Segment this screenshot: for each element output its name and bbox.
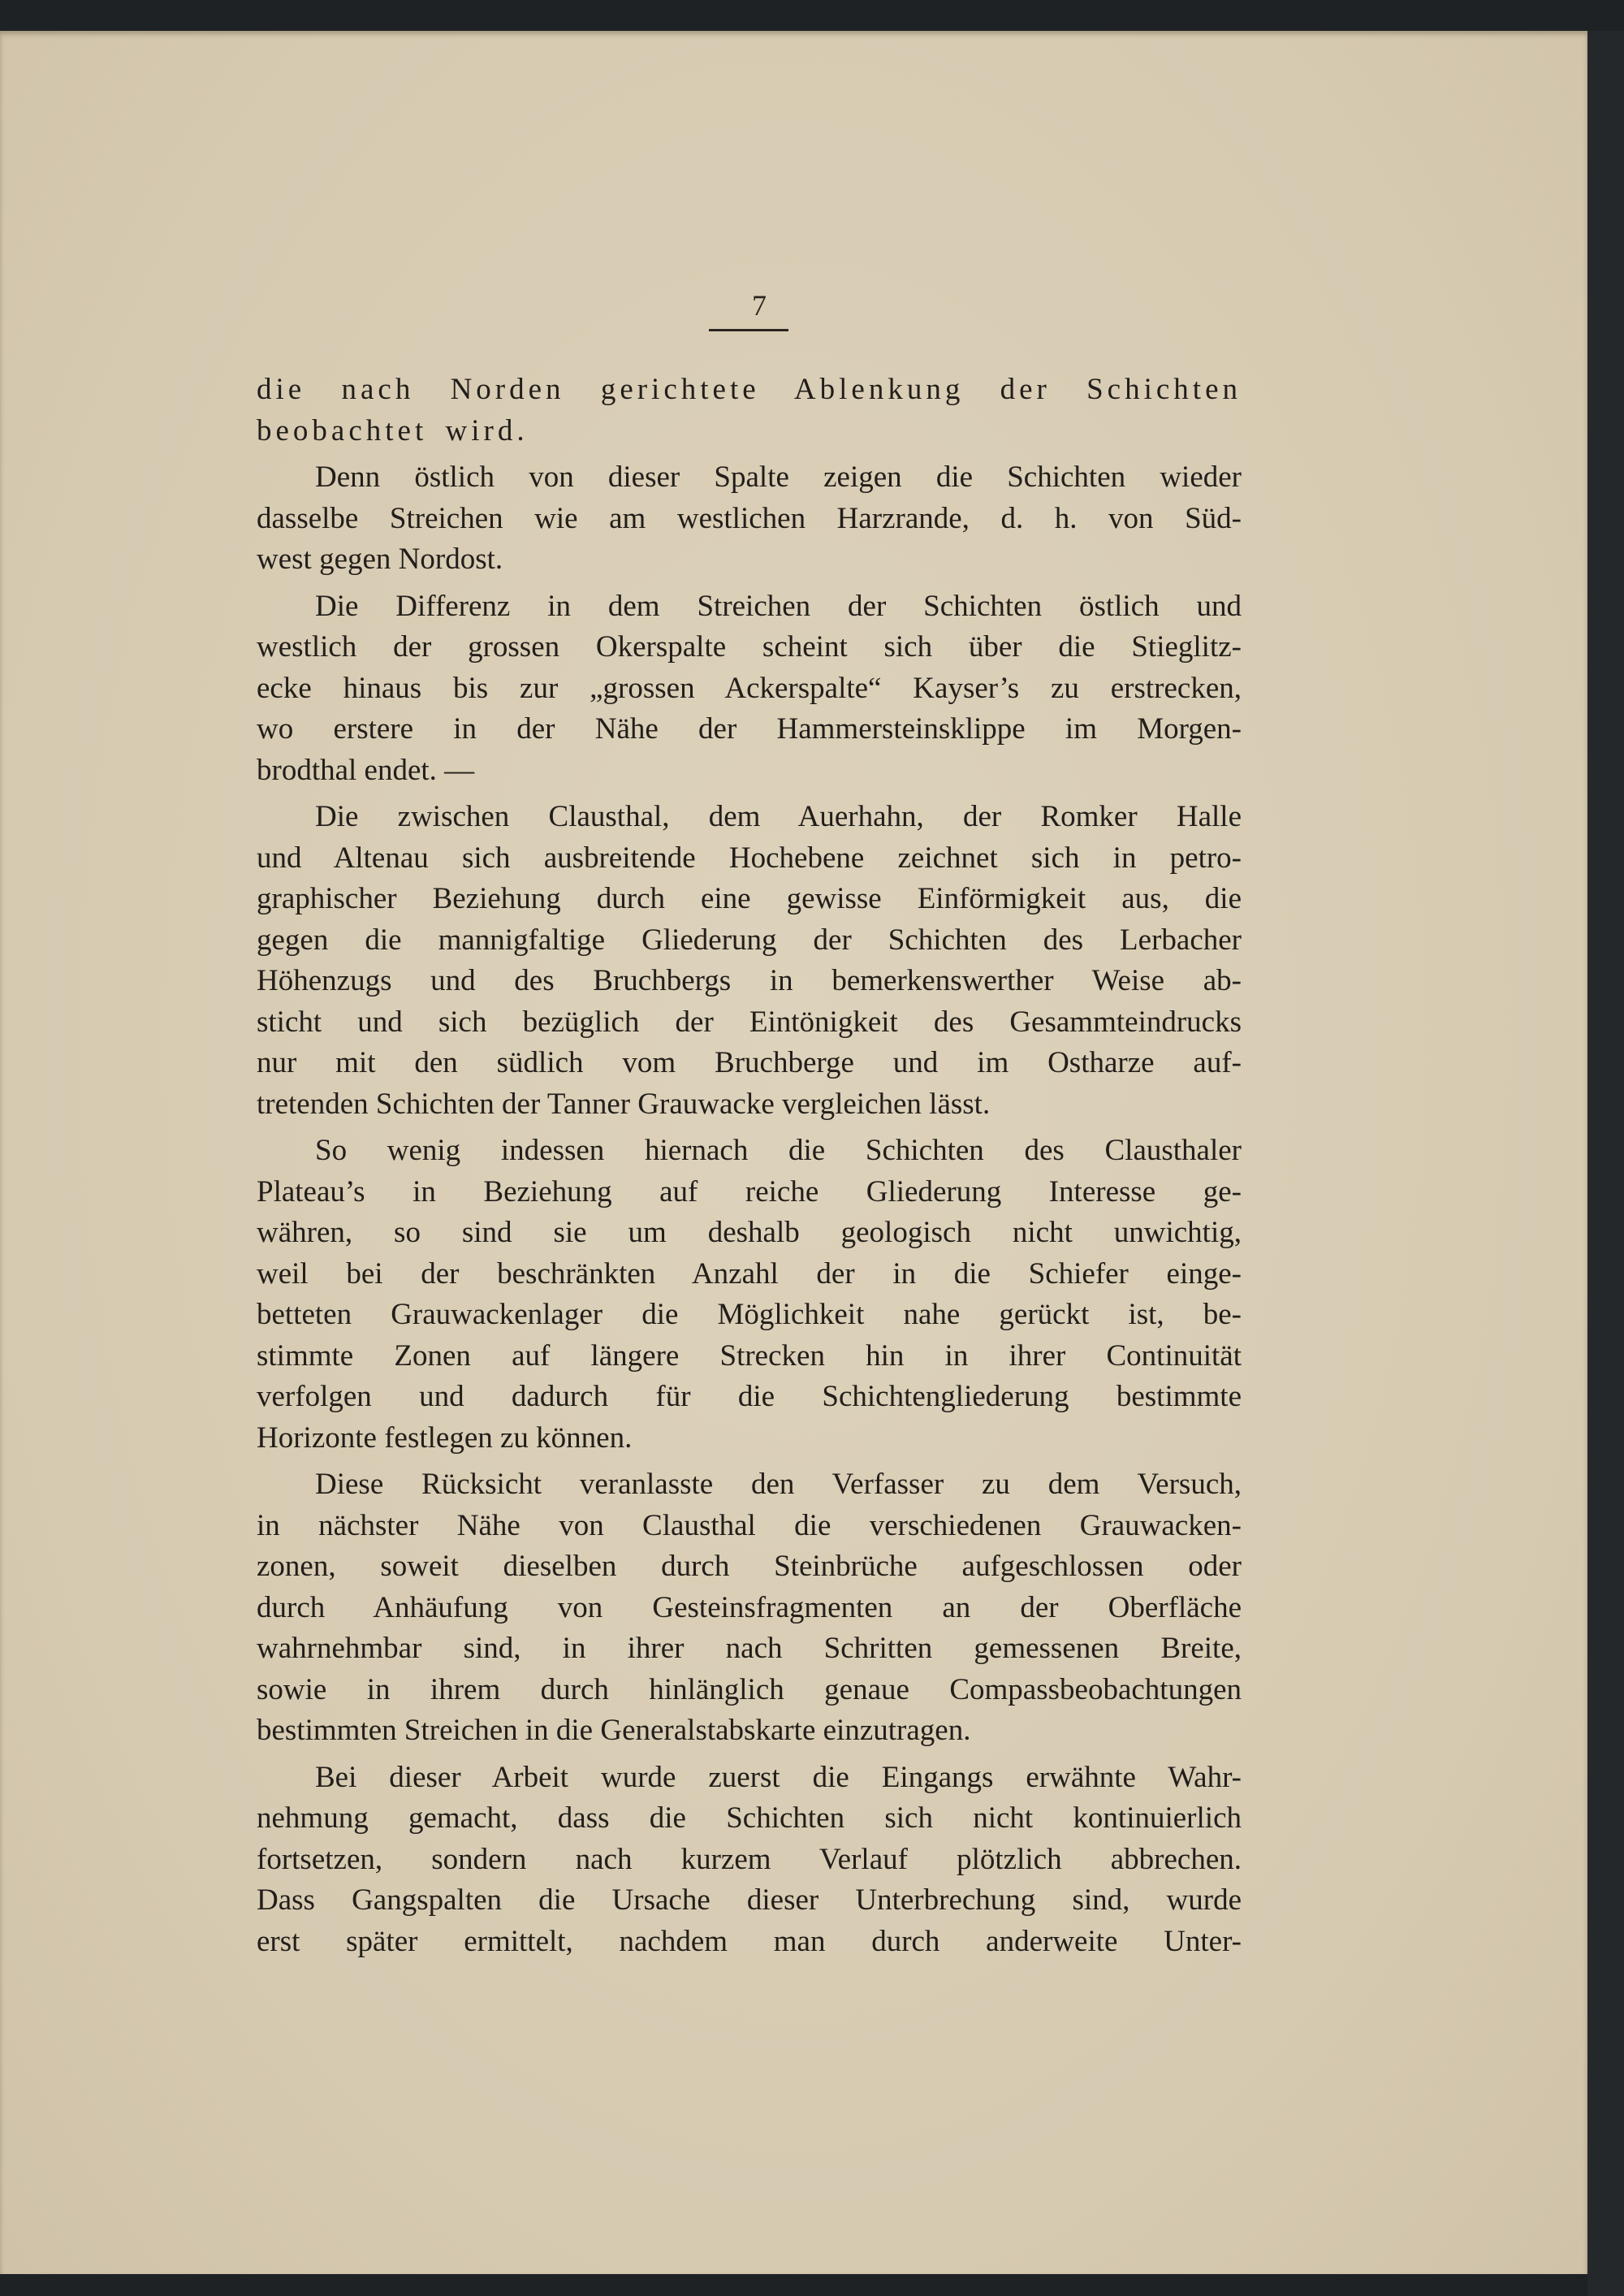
text-line: Höhenzugs und des Bruchbergs in bemerkenswerther Weise ab- xyxy=(257,964,1242,997)
text-line: verfolgen und dadurch für die Schichtengliederung bestimmte xyxy=(257,1380,1242,1413)
page-number-rule xyxy=(709,329,788,331)
text-line: Horizonte festlegen zu können. xyxy=(257,1420,633,1455)
text-line: weil bei der beschränkten Anzahl der in die Schiefer einge- xyxy=(257,1256,1242,1291)
text-line: stimmte Zonen auf längere Strecken hin in ihrer Continuität xyxy=(257,1338,1242,1373)
text-line: beobachtet wird. xyxy=(257,413,529,448)
text-line: nur mit den südlich vom Bruchberge und im Ostharze auf- xyxy=(257,1046,1242,1079)
paragraph xyxy=(257,457,1242,581)
paragraph xyxy=(257,1464,1242,1752)
text-line: durch Anhäufung von Gesteinsfragmenten an der Oberfläche xyxy=(257,1590,1242,1624)
text-line: nehmung gemacht, dass die Schichten sich nicht kontinuierlich xyxy=(257,1801,1242,1835)
paragraph xyxy=(257,586,1242,792)
text-line: west gegen Nordost. xyxy=(257,543,503,576)
text-line: Denn östlich von dieser Spalte zeigen die Schichten wieder xyxy=(315,460,1242,494)
text-line: Diese Rücksicht veranlasste den Verfasser zu dem Versuch, xyxy=(315,1468,1242,1501)
text-line: Plateau’s in Beziehung auf reiche Gliederung Interesse ge- xyxy=(257,1174,1242,1209)
text-line: erst später ermittelt, nachdem man durch anderweite Unter- xyxy=(257,1924,1242,1958)
text-line: bestimmten Streichen in die Generalstabskarte einzutragen. xyxy=(257,1714,971,1747)
text-line: So wenig indessen hiernach die Schichten des Clausthaler xyxy=(315,1134,1242,1167)
text-line: gegen die mannigfaltige Gliederung der Schichten des Lerbacher xyxy=(257,923,1242,957)
text-line: fortsetzen, sondern nach kurzem Verlauf plötzlich abbrechen. xyxy=(257,1842,1242,1876)
text-line: brodthal endet. — xyxy=(257,753,475,787)
text-line: Bei dieser Arbeit wurde zuerst die Eingangs erwähnte Wahr- xyxy=(315,1760,1242,1794)
text-line: Dass Gangspalten die Ursache dieser Unterbrechung sind, wurde xyxy=(257,1883,1242,1917)
text-line: ecke hinaus bis zur „grossen Ackerspalte“ Kayser’s zu erstrecken, xyxy=(257,671,1242,705)
text-line: wo erstere in der Nähe der Hammersteinsklippe im Morgen- xyxy=(257,712,1242,746)
text-line: westlich der grossen Okerspalte scheint sich über die Stieglitz- xyxy=(257,630,1242,664)
page-number: 7 xyxy=(752,289,767,322)
paragraph xyxy=(257,797,1242,1125)
text-line: zonen, soweit dieselben durch Steinbrüche aufgeschlossen oder xyxy=(257,1550,1242,1583)
text-line: in nächster Nähe von Clausthal die verschiedenen Grauwacken- xyxy=(257,1508,1242,1542)
text-line: dasselbe Streichen wie am westlichen Harzrande, d. h. von Süd- xyxy=(257,501,1242,535)
book-cover-edge xyxy=(1587,31,1624,2296)
text-line: die nach Norden gerichtete Ablenkung der Schichten xyxy=(257,373,1242,406)
text-line: Die Differenz in dem Streichen der Schichten östlich und xyxy=(315,589,1242,623)
text-line: Die zwischen Clausthal, dem Auerhahn, der Romker Halle xyxy=(315,800,1242,833)
body-text xyxy=(257,370,1242,1968)
text-line: betteten Grauwackenlager die Möglichkeit nahe gerückt ist, be- xyxy=(257,1298,1242,1331)
text-line: währen, so sind sie um deshalb geologisch nicht unwichtig, xyxy=(257,1216,1242,1249)
text-line: graphischer Beziehung durch eine gewisse Einförmigkeit aus, die xyxy=(257,882,1242,915)
text-line: sticht und sich bezüglich der Eintönigkeit des Gesammteindrucks xyxy=(257,1005,1242,1039)
text-line: wahrnehmbar sind, in ihrer nach Schritten gemessenen Breite, xyxy=(257,1632,1242,1665)
text-line: und Altenau sich ausbreitende Hochebene zeichnet sich in petro- xyxy=(257,841,1242,875)
paragraph xyxy=(257,370,1242,452)
text-line: sowie in ihrem durch hinlänglich genaue Compassbeobachtungen xyxy=(257,1672,1242,1706)
paragraph xyxy=(257,1131,1242,1459)
paragraph xyxy=(257,1758,1242,1963)
text-line: tretenden Schichten der Tanner Grauwacke vergleichen lässt. xyxy=(257,1087,991,1121)
